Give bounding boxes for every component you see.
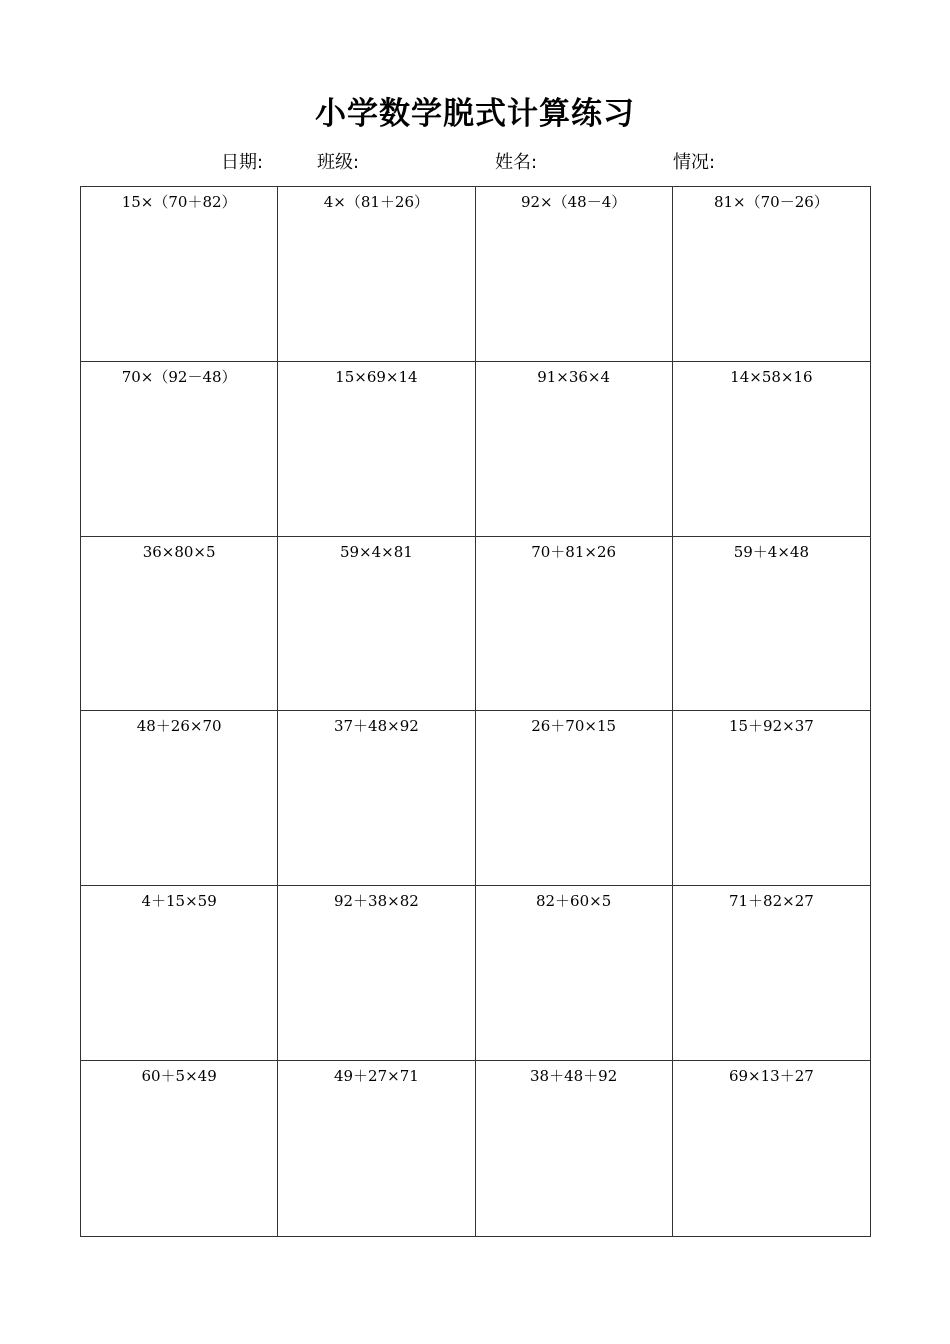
page-title: 小学数学脱式计算练习 xyxy=(315,96,635,132)
status-label: 情况: xyxy=(673,152,716,173)
problem-cell: 37＋48×92 xyxy=(278,711,475,886)
problem-cell: 92×（48－4） xyxy=(476,187,673,362)
problem-cell: 70×（92－48） xyxy=(81,362,278,537)
problem-cell: 81×（70－26） xyxy=(673,187,870,362)
date-label: 日期: xyxy=(221,152,264,173)
problem-cell: 82＋60×5 xyxy=(476,886,673,1061)
problem-cell: 69×13＋27 xyxy=(728,1067,814,1086)
name-label: 姓名: xyxy=(495,152,538,173)
problem-cell: 70＋81×26 xyxy=(476,537,673,712)
problem-cell: 91×36×4 xyxy=(476,362,673,537)
problem-cell: 15×（70＋82） xyxy=(81,187,278,362)
problem-cell: 92＋38×82 xyxy=(278,886,475,1061)
problem-cell: 38＋48＋92 xyxy=(476,1061,673,1236)
problem-cell: 59×4×81 xyxy=(278,537,475,712)
problem-cell: 4×（81＋26） xyxy=(278,187,475,362)
problem-cell: 26＋70×15 xyxy=(476,711,673,886)
problem-cell: 49＋27×71 xyxy=(278,1061,475,1236)
problem-cell: 15×69×14 xyxy=(278,362,475,537)
problem-cell: 59＋4×48 xyxy=(673,537,870,712)
problem-cell: 60＋5×49 xyxy=(81,1061,278,1236)
problem-cell: 4＋15×59 xyxy=(81,886,278,1061)
class-label: 班级: xyxy=(317,152,360,173)
problem-cell: 14×58×16 xyxy=(673,362,870,537)
problem-cell: 71＋82×27 xyxy=(673,886,870,1061)
problem-cell: 15＋92×37 xyxy=(673,711,870,886)
problem-grid xyxy=(80,186,871,1237)
problem-cell: 36×80×5 xyxy=(81,537,278,712)
problem-cell: 48＋26×70 xyxy=(81,711,278,886)
